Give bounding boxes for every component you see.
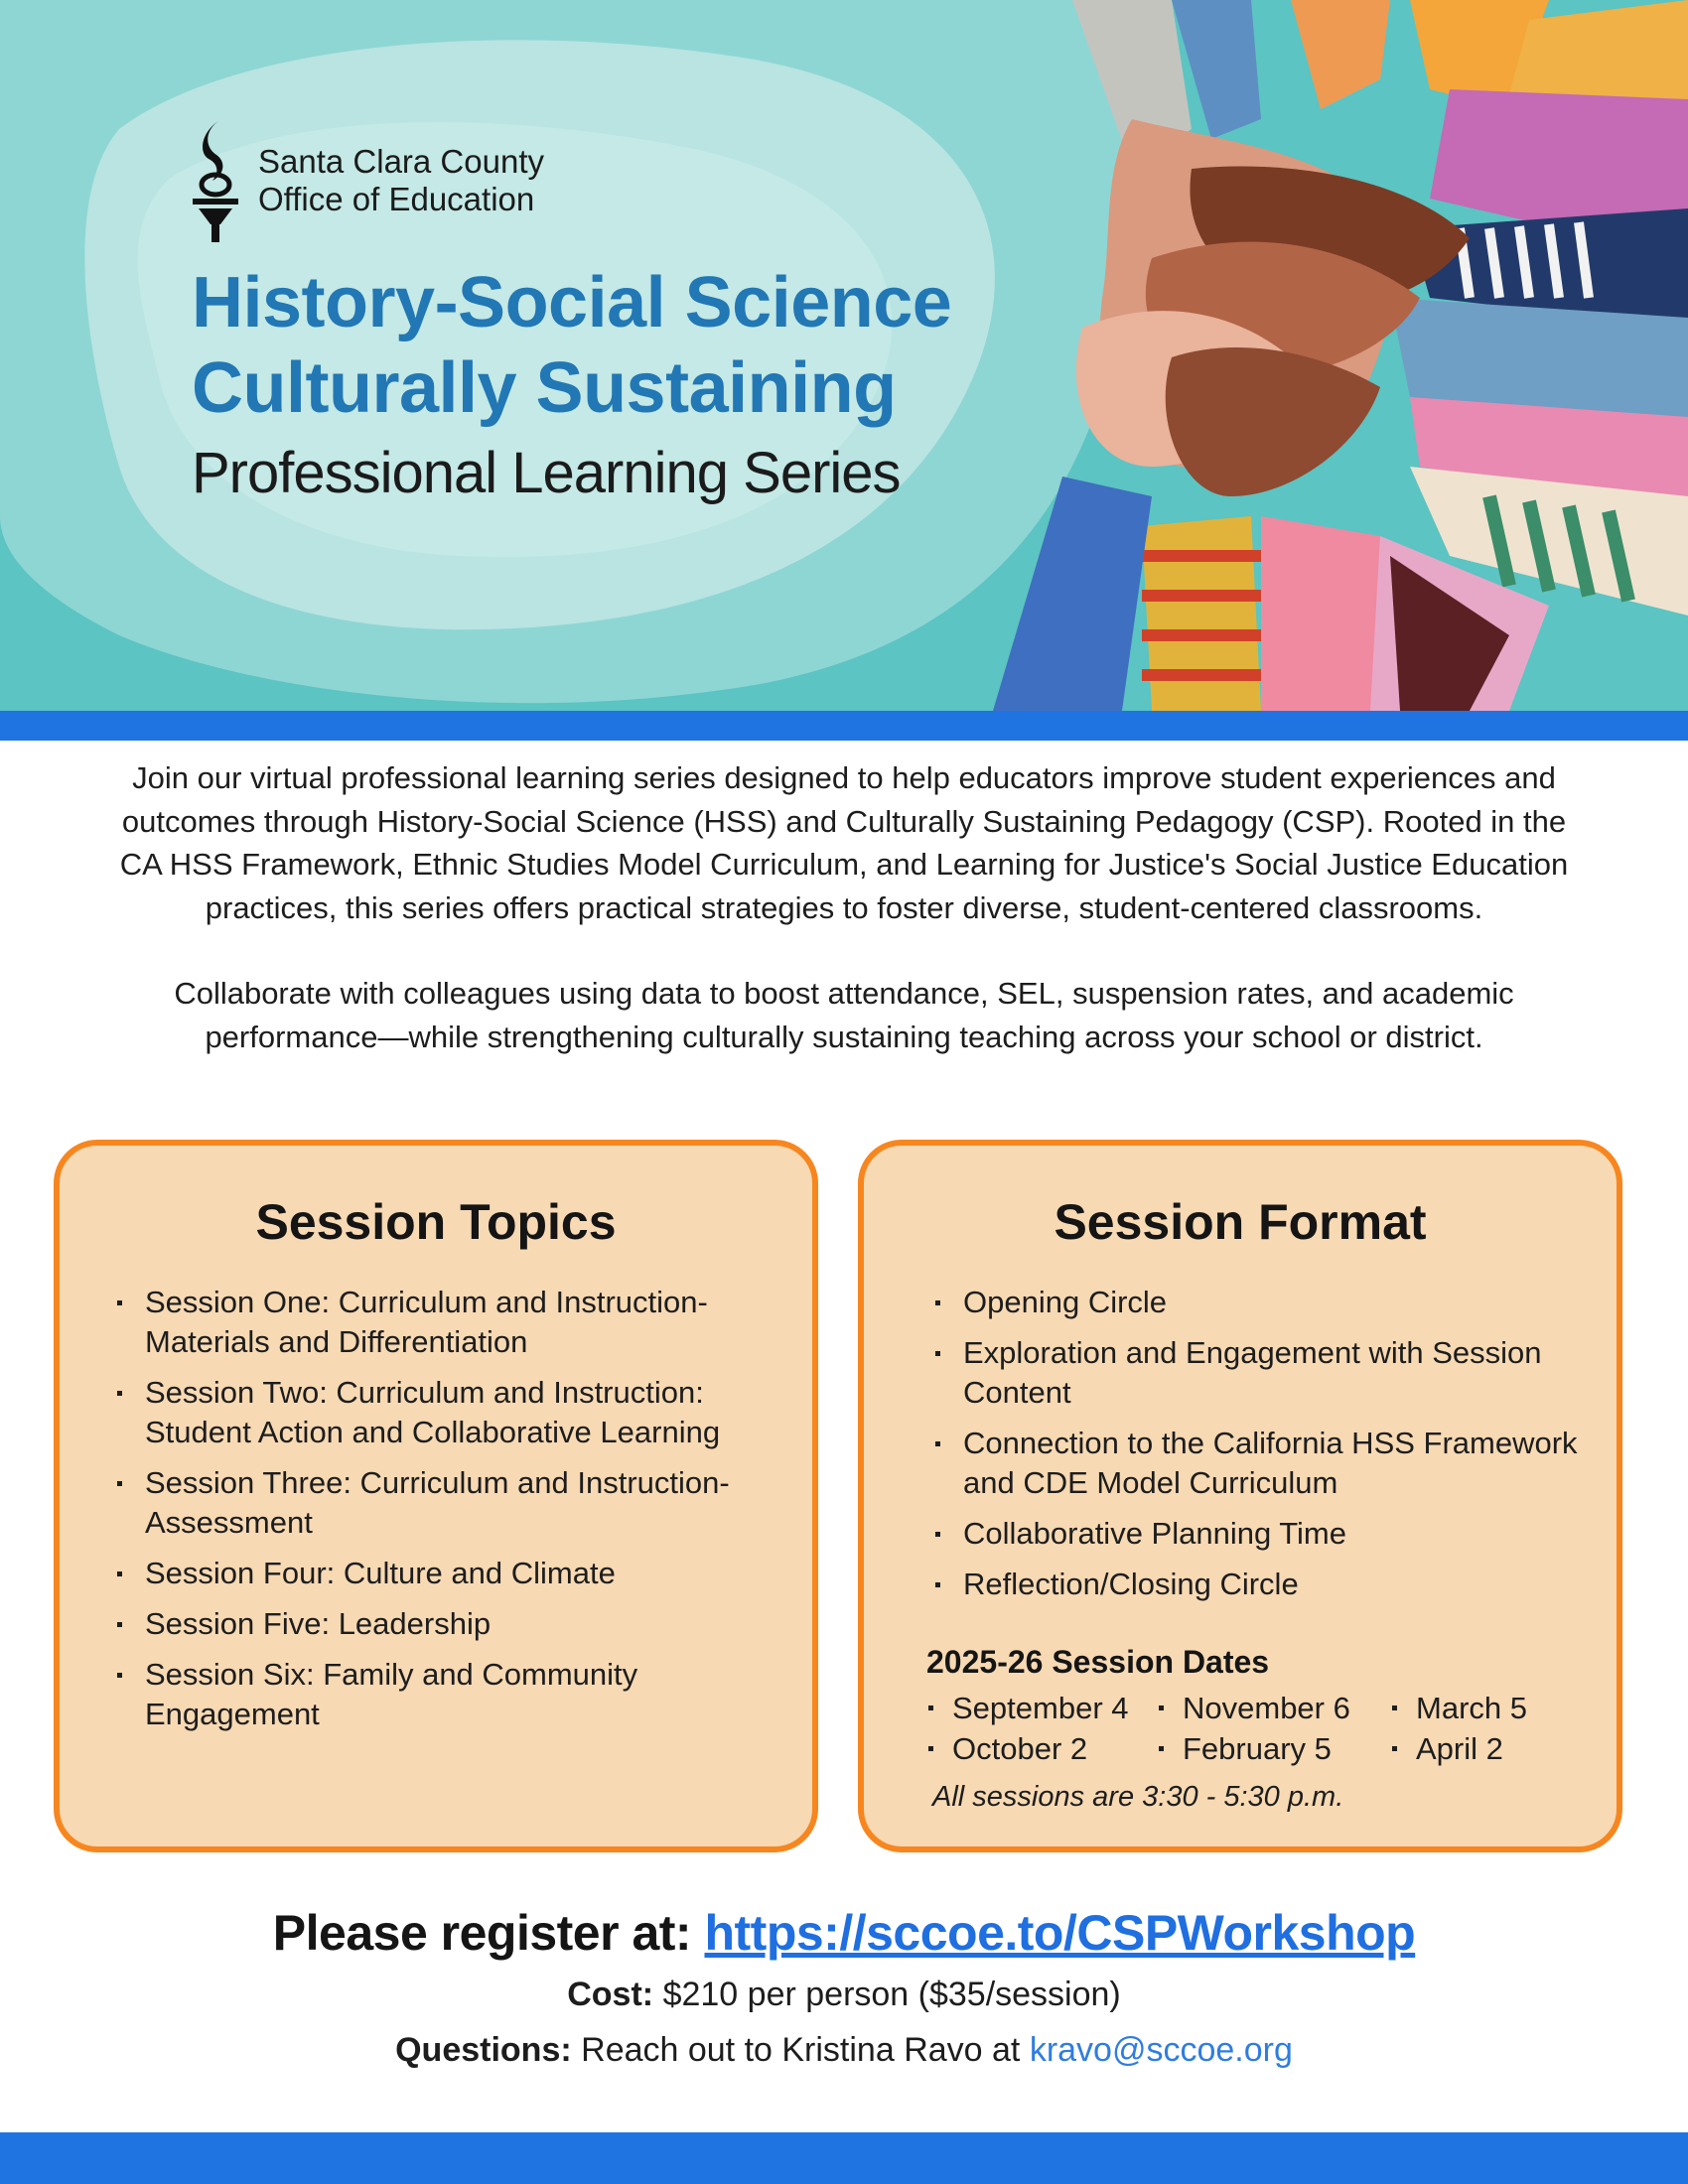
title-line2: Culturally Sustaining (192, 348, 897, 428)
topic-item: Session Two: Curriculum and Instruction: Student Action and Collaborative Learning (117, 1373, 792, 1452)
format-item: Opening Circle (935, 1283, 1591, 1322)
session-date: November 6 (1159, 1688, 1392, 1728)
questions-line (0, 2031, 1688, 2070)
title-line1: History-Social Science (192, 263, 952, 342)
topic-item: Session Three: Curriculum and Instruction-Assessment (117, 1463, 792, 1543)
register-link[interactable]: https://sccoe.to/CSPWorkshop (704, 1905, 1416, 1961)
register-label: Please register at: (272, 1905, 692, 1961)
format-item: Reflection/Closing Circle (935, 1565, 1591, 1604)
hero-banner (0, 0, 1688, 711)
topic-item: Session Five: Leadership (117, 1604, 792, 1644)
cost-line (0, 1976, 1688, 2014)
session-topics-list (117, 1283, 792, 1745)
cost-label: Cost: (567, 1976, 654, 2013)
session-time-note: All sessions are 3:30 - 5:30 p.m. (932, 1781, 1344, 1813)
cost-value: $210 per person ($35/session) (662, 1976, 1121, 2013)
page-title (192, 260, 951, 431)
questions-text: Reach out to Kristina Ravo at (581, 2031, 1021, 2069)
session-topics-heading: Session Topics (255, 1194, 617, 1250)
session-date: April 2 (1392, 1728, 1561, 1769)
org-name-line1: Santa Clara County (258, 143, 544, 180)
questions-label: Questions: (395, 2031, 572, 2069)
bottom-divider-bar (0, 2132, 1688, 2184)
intro-text (109, 756, 1579, 1101)
intro-paragraph-1: Join our virtual professional learning series designed to help educators improve student experiences and outcomes through History-Social Science (HSS) and Culturally Sustaining Pedagogy (CSP). Rooted in the CA HSS Framework, Ethnic Studies Model Curriculum, and Learning for Justice's Social Justice Education practices, this series offers practical strategies to foster diverse, student-centered classrooms. (119, 760, 1569, 925)
top-divider-bar (0, 711, 1688, 741)
contact-email-link[interactable]: kravo@sccoe.org (1029, 2031, 1293, 2069)
topic-item: Session Four: Culture and Climate (117, 1554, 792, 1593)
session-date: October 2 (928, 1728, 1159, 1769)
session-dates-title: 2025-26 Session Dates (926, 1644, 1270, 1680)
session-format-box (858, 1140, 1622, 1852)
session-format-list (935, 1283, 1591, 1615)
format-item: Exploration and Engagement with Session Content (935, 1333, 1591, 1413)
sccoe-logo (191, 117, 544, 244)
torch-logo-icon (191, 117, 240, 244)
session-format-heading: Session Format (1054, 1194, 1427, 1250)
register-line (0, 1904, 1688, 1962)
org-name-line2: Office of Education (258, 181, 535, 217)
session-topics-box (54, 1140, 818, 1852)
session-dates-grid (928, 1688, 1564, 1769)
page-subtitle: Professional Learning Series (192, 441, 901, 505)
intro-paragraph-2: Collaborate with colleagues using data to boost attendance, SEL, suspension rates, and academic performance—while strengthening culturally sustaining teaching across your school or district. (174, 976, 1514, 1054)
format-item: Connection to the California HSS Framework and CDE Model Curriculum (935, 1424, 1591, 1503)
session-date: September 4 (928, 1688, 1159, 1728)
session-date: March 5 (1392, 1688, 1561, 1728)
format-item: Collaborative Planning Time (935, 1514, 1591, 1554)
session-date: February 5 (1159, 1728, 1392, 1769)
topic-item: Session One: Curriculum and Instruction-Materials and Differentiation (117, 1283, 792, 1362)
topic-item: Session Six: Family and Community Engagement (117, 1655, 792, 1734)
